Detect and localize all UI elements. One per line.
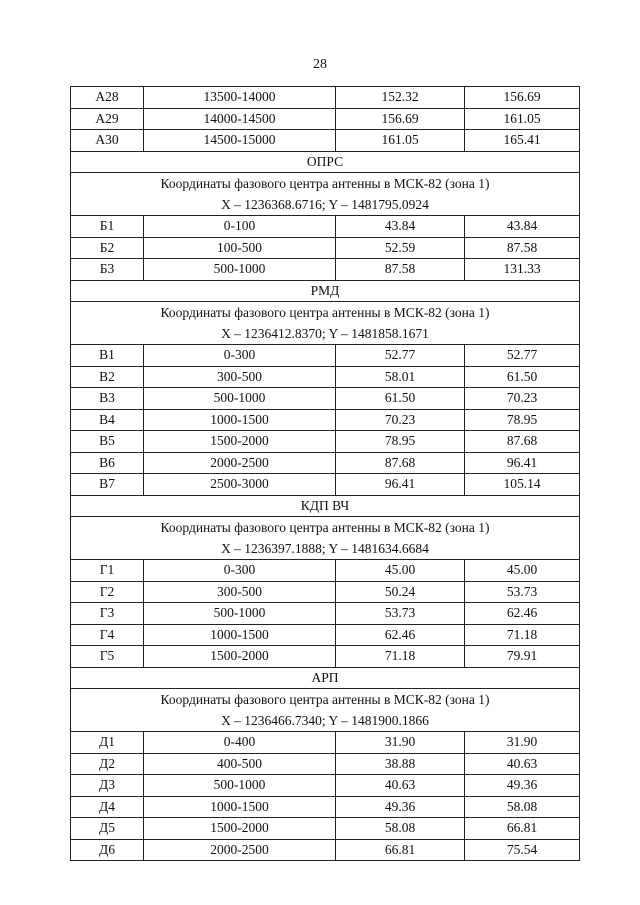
height-end-cell: 53.73	[465, 581, 580, 603]
height-end-cell: 49.36	[465, 775, 580, 797]
height-end-cell: 161.05	[465, 108, 580, 130]
distance-range-cell: 0-300	[144, 560, 336, 582]
zone-code-cell: Д5	[71, 818, 144, 840]
coordinates-row	[71, 173, 580, 216]
zone-code-cell: В3	[71, 388, 144, 410]
distance-range-cell: 300-500	[144, 366, 336, 388]
distance-range-cell: 100-500	[144, 237, 336, 259]
table-row	[71, 796, 580, 818]
section-title: РМД	[71, 280, 580, 302]
height-end-cell: 96.41	[465, 452, 580, 474]
height-start-cell: 49.36	[336, 796, 465, 818]
table-row	[71, 624, 580, 646]
zone-code-cell: В5	[71, 431, 144, 453]
distance-range-cell: 1000-1500	[144, 409, 336, 431]
height-start-cell: 96.41	[336, 474, 465, 496]
zone-code-cell: А28	[71, 87, 144, 109]
table-row	[71, 603, 580, 625]
table-row	[71, 87, 580, 109]
section-title-row	[71, 667, 580, 689]
height-end-cell: 75.54	[465, 839, 580, 861]
height-end-cell: 79.91	[465, 646, 580, 668]
distance-range-cell: 500-1000	[144, 259, 336, 281]
zone-code-cell: Г2	[71, 581, 144, 603]
zone-code-cell: Г3	[71, 603, 144, 625]
distance-range-cell: 500-1000	[144, 388, 336, 410]
height-start-cell: 161.05	[336, 130, 465, 152]
page-number: 28	[313, 57, 327, 72]
coordinates-caption: Координаты фазового центра антенны в МСК-82 (зона 1)	[160, 305, 490, 320]
height-end-cell: 40.63	[465, 753, 580, 775]
height-start-cell: 87.68	[336, 452, 465, 474]
table-row	[71, 474, 580, 496]
table-row	[71, 753, 580, 775]
height-start-cell: 156.69	[336, 108, 465, 130]
height-end-cell: 131.33	[465, 259, 580, 281]
table-row	[71, 388, 580, 410]
height-end-cell: 52.77	[465, 345, 580, 367]
table-body	[71, 87, 580, 861]
height-start-cell: 52.77	[336, 345, 465, 367]
table-row	[71, 216, 580, 238]
table-row	[71, 646, 580, 668]
table-row	[71, 409, 580, 431]
table-row	[71, 560, 580, 582]
coordinates-caption: Координаты фазового центра антенны в МСК-82 (зона 1)	[160, 520, 490, 535]
zone-code-cell: Д1	[71, 732, 144, 754]
coordinates-cell	[71, 517, 580, 560]
height-start-cell: 66.81	[336, 839, 465, 861]
coordinates-values: X – 1236466.7340; Y – 1481900.1866	[221, 713, 429, 728]
table-row	[71, 452, 580, 474]
section-title: КДП ВЧ	[71, 495, 580, 517]
zone-code-cell: Д6	[71, 839, 144, 861]
height-end-cell: 87.58	[465, 237, 580, 259]
table-row	[71, 839, 580, 861]
height-end-cell: 78.95	[465, 409, 580, 431]
table-row	[71, 108, 580, 130]
height-start-cell: 50.24	[336, 581, 465, 603]
coordinates-cell	[71, 689, 580, 732]
distance-range-cell: 0-400	[144, 732, 336, 754]
height-start-cell: 40.63	[336, 775, 465, 797]
zone-code-cell: В4	[71, 409, 144, 431]
zone-code-cell: Г4	[71, 624, 144, 646]
table-row	[71, 237, 580, 259]
distance-range-cell: 1000-1500	[144, 624, 336, 646]
distance-range-cell: 1500-2000	[144, 431, 336, 453]
coordinates-caption: Координаты фазового центра антенны в МСК-82 (зона 1)	[160, 692, 490, 707]
height-start-cell: 62.46	[336, 624, 465, 646]
table-row	[71, 345, 580, 367]
distance-range-cell: 13500-14000	[144, 87, 336, 109]
coordinates-values: X – 1236412.8370; Y – 1481858.1671	[221, 326, 429, 341]
table-row	[71, 775, 580, 797]
section-title: АРП	[71, 667, 580, 689]
distance-range-cell: 0-300	[144, 345, 336, 367]
height-end-cell: 156.69	[465, 87, 580, 109]
height-end-cell: 61.50	[465, 366, 580, 388]
zone-code-cell: В7	[71, 474, 144, 496]
height-start-cell: 87.58	[336, 259, 465, 281]
table-row	[71, 581, 580, 603]
zone-code-cell: Г5	[71, 646, 144, 668]
coordinates-row	[71, 517, 580, 560]
height-end-cell: 62.46	[465, 603, 580, 625]
coordinates-row	[71, 302, 580, 345]
height-end-cell: 70.23	[465, 388, 580, 410]
distance-range-cell: 300-500	[144, 581, 336, 603]
zone-code-cell: Б2	[71, 237, 144, 259]
height-end-cell: 31.90	[465, 732, 580, 754]
obstacle-limitation-table	[70, 86, 580, 861]
zone-code-cell: А29	[71, 108, 144, 130]
distance-range-cell: 500-1000	[144, 603, 336, 625]
table-row	[71, 431, 580, 453]
height-end-cell: 105.14	[465, 474, 580, 496]
zone-code-cell: А30	[71, 130, 144, 152]
distance-range-cell: 400-500	[144, 753, 336, 775]
height-start-cell: 43.84	[336, 216, 465, 238]
table-row	[71, 732, 580, 754]
height-end-cell: 165.41	[465, 130, 580, 152]
height-end-cell: 43.84	[465, 216, 580, 238]
height-start-cell: 31.90	[336, 732, 465, 754]
section-title-row	[71, 495, 580, 517]
height-start-cell: 52.59	[336, 237, 465, 259]
zone-code-cell: Д2	[71, 753, 144, 775]
distance-range-cell: 1500-2000	[144, 818, 336, 840]
zone-code-cell: Б3	[71, 259, 144, 281]
distance-range-cell: 2500-3000	[144, 474, 336, 496]
height-start-cell: 38.88	[336, 753, 465, 775]
distance-range-cell: 14000-14500	[144, 108, 336, 130]
height-start-cell: 78.95	[336, 431, 465, 453]
height-start-cell: 61.50	[336, 388, 465, 410]
height-start-cell: 71.18	[336, 646, 465, 668]
distance-range-cell: 1500-2000	[144, 646, 336, 668]
distance-range-cell: 2000-2500	[144, 839, 336, 861]
zone-code-cell: Б1	[71, 216, 144, 238]
coordinates-row	[71, 689, 580, 732]
height-end-cell: 66.81	[465, 818, 580, 840]
height-end-cell: 45.00	[465, 560, 580, 582]
coordinates-caption: Координаты фазового центра антенны в МСК-82 (зона 1)	[160, 176, 490, 191]
table-row	[71, 818, 580, 840]
coordinates-cell	[71, 173, 580, 216]
section-title-row	[71, 151, 580, 173]
height-start-cell: 152.32	[336, 87, 465, 109]
zone-code-cell: Д3	[71, 775, 144, 797]
zone-code-cell: Д4	[71, 796, 144, 818]
height-start-cell: 58.08	[336, 818, 465, 840]
height-start-cell: 58.01	[336, 366, 465, 388]
height-end-cell: 58.08	[465, 796, 580, 818]
table-row	[71, 259, 580, 281]
table-row	[71, 130, 580, 152]
height-end-cell: 87.68	[465, 431, 580, 453]
zone-code-cell: Г1	[71, 560, 144, 582]
zone-code-cell: В1	[71, 345, 144, 367]
coordinates-cell	[71, 302, 580, 345]
height-start-cell: 45.00	[336, 560, 465, 582]
zone-code-cell: В6	[71, 452, 144, 474]
zone-code-cell: В2	[71, 366, 144, 388]
section-title-row	[71, 280, 580, 302]
distance-range-cell: 14500-15000	[144, 130, 336, 152]
table-row	[71, 366, 580, 388]
coordinates-values: X – 1236368.6716; Y – 1481795.0924	[221, 197, 429, 212]
height-end-cell: 71.18	[465, 624, 580, 646]
coordinates-values: X – 1236397.1888; Y – 1481634.6684	[221, 541, 429, 556]
distance-range-cell: 1000-1500	[144, 796, 336, 818]
height-start-cell: 70.23	[336, 409, 465, 431]
distance-range-cell: 2000-2500	[144, 452, 336, 474]
distance-range-cell: 0-100	[144, 216, 336, 238]
height-start-cell: 53.73	[336, 603, 465, 625]
distance-range-cell: 500-1000	[144, 775, 336, 797]
section-title: ОПРС	[71, 151, 580, 173]
